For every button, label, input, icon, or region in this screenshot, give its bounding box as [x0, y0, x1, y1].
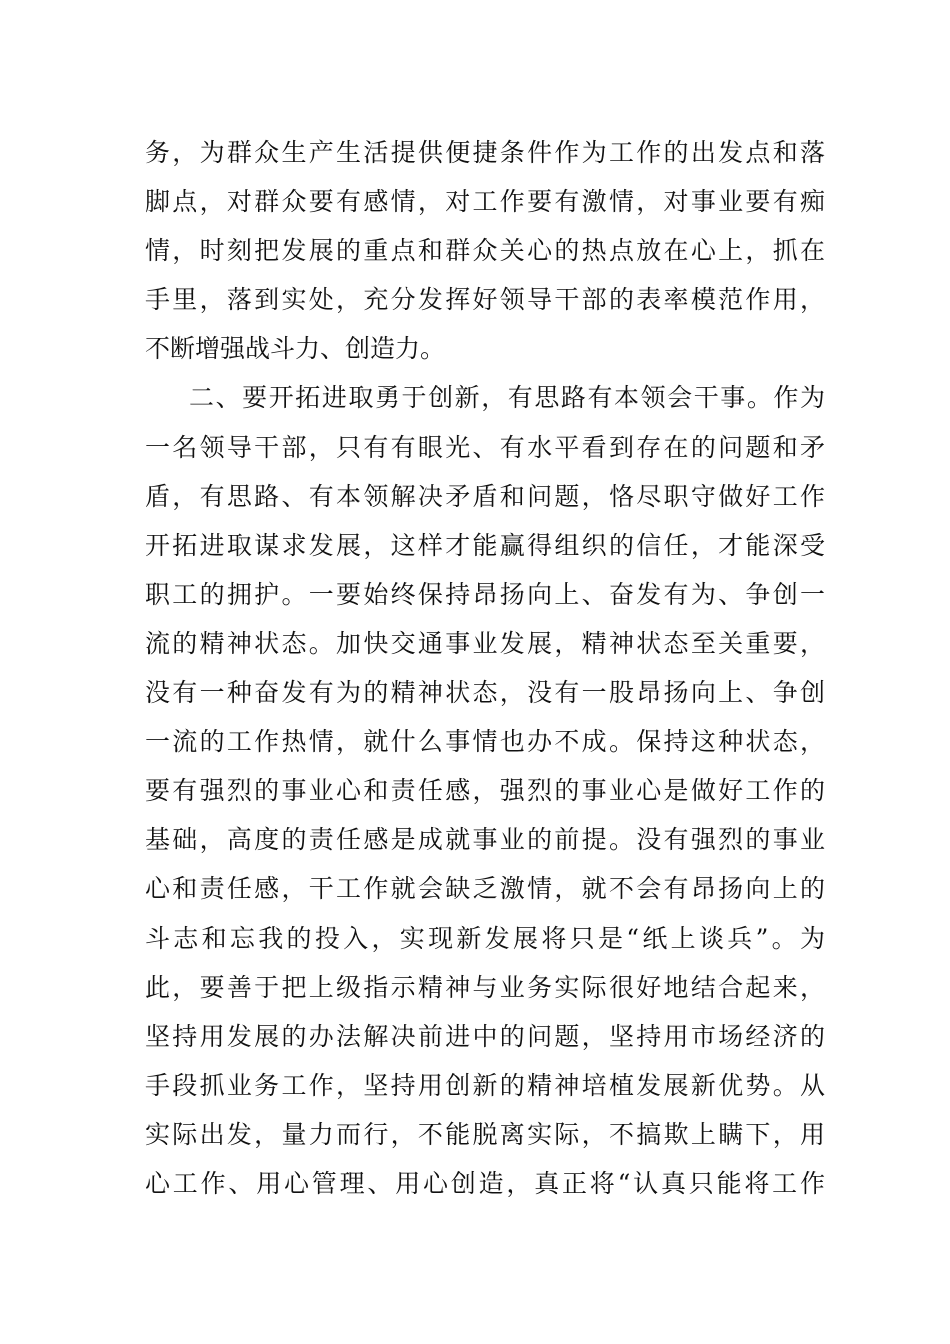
text-line: 此，要善于把上级指示精神与业务实际很好地结合起来， — [145, 972, 825, 1002]
body-text — [145, 128, 825, 1208]
text-line: 开拓进取谋求发展，这样才能赢得组织的信任，才能深受 — [145, 530, 825, 560]
text-line: 实际出发，量力而行，不能脱离实际，不搞欺上瞒下，用 — [145, 1119, 825, 1149]
text-line: 情，时刻把发展的重点和群众关心的热点放在心上，抓在 — [145, 236, 825, 266]
text-line: 职工的拥护。一要始终保持昂扬向上、奋发有为、争创一 — [145, 579, 825, 609]
text-line: 基础，高度的责任感是成就事业的前提。没有强烈的事业 — [145, 825, 825, 855]
text-line: 心和责任感，干工作就会缺乏激情，就不会有昂扬向上的 — [145, 874, 825, 904]
text-line: 务，为群众生产生活提供便捷条件作为工作的出发点和落 — [145, 138, 825, 167]
text-line: 没有一种奋发有为的精神状态，没有一股昂扬向上、争创 — [145, 678, 825, 708]
text-line: 脚点，对群众要有感情，对工作要有激情，对事业要有痴 — [145, 187, 825, 217]
text-line: 一名领导干部，只有有眼光、有水平看到存在的问题和矛 — [145, 432, 825, 462]
text-line: 斗志和忘我的投入，实现新发展将只是“纸上谈兵”。为 — [145, 923, 825, 953]
section-heading-line: 二、要开拓进取勇于创新，有思路有本领会干事。作为 — [189, 383, 825, 413]
text-line: 流的精神状态。加快交通事业发展，精神状态至关重要， — [145, 628, 825, 658]
text-line: 心工作、用心管理、用心创造，真正将“认真只能将工作 — [145, 1168, 825, 1198]
text-line: 坚持用发展的办法解决前进中的问题，坚持用市场经济的 — [145, 1021, 825, 1051]
text-line: 手段抓业务工作，坚持用创新的精神培植发展新优势。从 — [145, 1070, 825, 1100]
paragraph-end-line: 不断增强战斗力、创造力。 — [145, 334, 446, 364]
text-line: 手里，落到实处，充分发挥好领导干部的表率模范作用， — [145, 285, 825, 315]
text-line: 盾，有思路、有本领解决矛盾和问题，恪尽职守做好工作 — [145, 481, 825, 511]
text-line: 一流的工作热情，就什么事情也办不成。保持这种状态， — [145, 727, 825, 757]
text-line: 要有强烈的事业心和责任感，强烈的事业心是做好工作的 — [145, 776, 825, 806]
